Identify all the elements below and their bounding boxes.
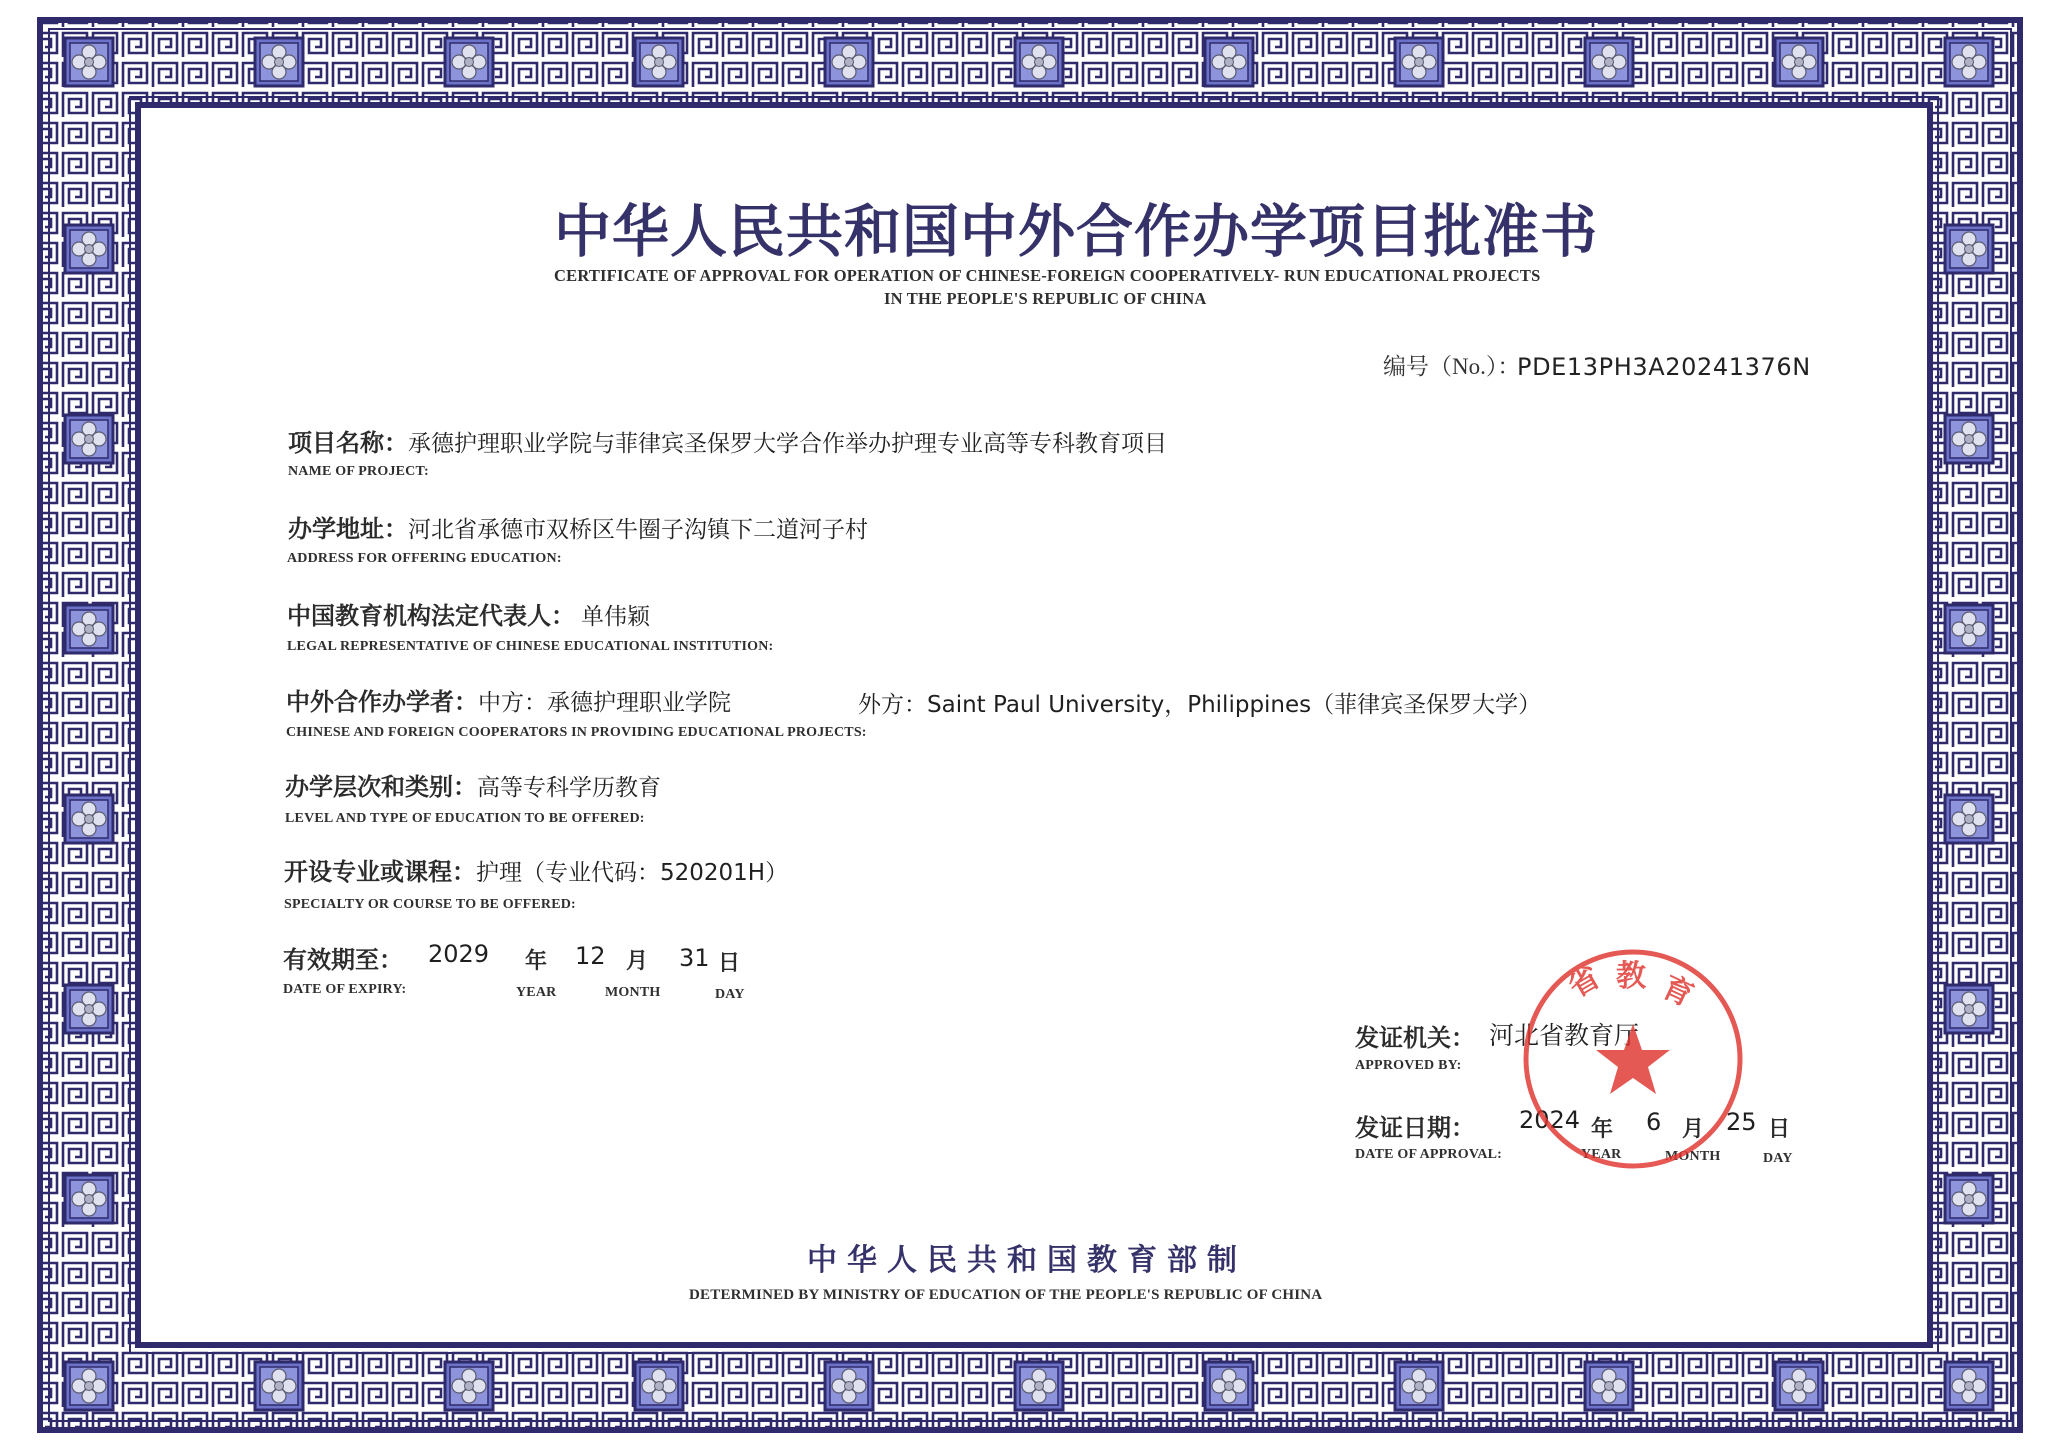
certificate-number: PDE13PH3A20241376N xyxy=(1517,353,1811,381)
field-value: 护理（专业代码：520201H） xyxy=(476,860,789,886)
approval-day-en: DAY xyxy=(1763,1151,1793,1166)
field-label-zh: 中国教育机构法定代表人： xyxy=(287,602,575,630)
certificate-number-label-en: （No.）： xyxy=(1429,354,1521,379)
certificate-title-en-line2: IN THE PEOPLE'S REPUBLIC OF CHINA xyxy=(884,289,1207,308)
expiry-month-en: MONTH xyxy=(605,985,661,1000)
approval-authority-label-en: APPROVED BY: xyxy=(1355,1058,1462,1073)
approval-month-unit: 月 xyxy=(1682,1117,1705,1142)
seal-star-icon xyxy=(1596,1024,1670,1094)
expiry-day: 31 xyxy=(679,944,710,972)
field-value-chinese-party: 中方：承德护理职业学院 xyxy=(478,690,731,716)
field-label-en: NAME OF PROJECT: xyxy=(288,464,429,479)
approval-month: 6 xyxy=(1646,1108,1662,1136)
field-label-en: SPECIALTY OR COURSE TO BE OFFERED: xyxy=(284,897,576,912)
certificate-number-label xyxy=(1383,348,1520,381)
expiry-year-en: YEAR xyxy=(516,985,557,1000)
field-label-en: LEVEL AND TYPE OF EDUCATION TO BE OFFERED: xyxy=(285,811,645,826)
expiry-day-unit: 日 xyxy=(718,951,741,976)
issuer-en: DETERMINED BY MINISTRY OF EDUCATION OF THE PEOPLE'S REPUBLIC OF CHINA xyxy=(689,1287,1323,1303)
field-label-zh: 项目名称： xyxy=(288,429,408,457)
field-value: 高等专科学历教育 xyxy=(477,775,661,801)
expiry-year-unit: 年 xyxy=(525,949,548,974)
expiry-month: 12 xyxy=(575,942,606,970)
expiry-day-en: DAY xyxy=(715,987,745,1002)
official-seal xyxy=(1518,944,1748,1174)
approval-year-unit: 年 xyxy=(1591,1117,1614,1142)
svg-text:育: 育 xyxy=(1656,969,1699,1014)
field-legal-representative xyxy=(287,596,650,631)
field-value-foreign-party: 外方：Saint Paul University，Philippines（菲律宾圣保罗大学） xyxy=(858,692,1542,718)
svg-text:教: 教 xyxy=(1616,959,1646,994)
field-label-zh: 有效期至： xyxy=(283,946,403,974)
field-label-en: ADDRESS FOR OFFERING EDUCATION: xyxy=(287,551,562,566)
field-label-zh: 办学层次和类别： xyxy=(285,773,477,801)
svg-text:省: 省 xyxy=(1562,959,1606,1005)
certificate-number-label-zh: 编号 xyxy=(1383,354,1429,380)
approval-date-label-en: DATE OF APPROVAL: xyxy=(1355,1147,1503,1162)
field-label-en: LEGAL REPRESENTATIVE OF CHINESE EDUCATIONAL INSTITUTION: xyxy=(287,639,774,654)
field-value: 河北省承德市双桥区牛圈子沟镇下二道河子村 xyxy=(408,517,868,543)
field-label-en: CHINESE AND FOREIGN COOPERATORS IN PROVIDING EDUCATIONAL PROJECTS: xyxy=(286,725,867,740)
field-value: 单伟颖 xyxy=(581,604,650,630)
field-project-name xyxy=(288,423,1167,458)
field-value: 承德护理职业学院与菲律宾圣保罗大学合作举办护理专业高等专科教育项目 xyxy=(408,431,1167,457)
field-level-type xyxy=(285,767,661,802)
approval-date-label-zh: 发证日期： xyxy=(1355,1114,1475,1142)
issuer-zh: 中华人民共和国教育部制 xyxy=(807,1243,1247,1278)
approval-authority: 河北省教育厅 xyxy=(1489,1021,1640,1050)
expiry-year: 2029 xyxy=(428,940,490,968)
approval-authority-label-zh: 发证机关： xyxy=(1355,1024,1475,1052)
field-label-zh: 中外合作办学者： xyxy=(286,688,478,716)
approval-month-en: MONTH xyxy=(1665,1149,1721,1164)
field-label-en: DATE OF EXPIRY: xyxy=(283,982,407,997)
approval-day-unit: 日 xyxy=(1768,1117,1791,1142)
field-label-zh: 办学地址： xyxy=(288,515,408,543)
certificate-title-zh: 中华人民共和国中外合作办学项目批准书 xyxy=(554,198,1598,265)
field-specialty xyxy=(284,852,788,887)
expiry-month-unit: 月 xyxy=(626,949,649,974)
certificate-title-en-line1: CERTIFICATE OF APPROVAL FOR OPERATION OF CHINESE-FOREIGN COOPERATIVELY- RUN EDUCATIONAL PROJECTS xyxy=(554,266,1541,285)
field-address xyxy=(288,509,868,544)
approval-day: 25 xyxy=(1726,1108,1757,1136)
approval-year: 2024 xyxy=(1519,1106,1581,1134)
field-label-zh: 开设专业或课程： xyxy=(284,858,476,886)
approval-year-en: YEAR xyxy=(1581,1147,1622,1162)
field-cooperators xyxy=(286,682,731,717)
